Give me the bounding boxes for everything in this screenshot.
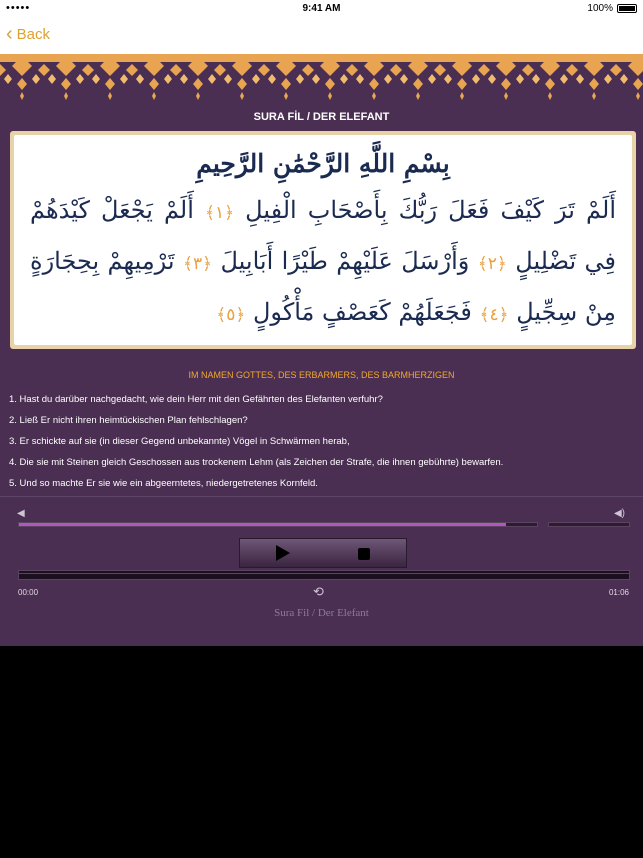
ayah-number-2: ﴿٢﴾	[477, 254, 507, 274]
ayah-number-1: ﴿١﴾	[205, 203, 235, 223]
volume-slider-remainder	[548, 522, 630, 527]
ayah-number-3: ﴿٣﴾	[183, 254, 213, 274]
translation-verse: 2. Ließ Er nicht ihren heimtückischen Plan fehlschlagen?	[9, 415, 248, 426]
volume-low-icon: ◀	[17, 508, 25, 519]
ayah-number-4: ﴿٤﴾	[479, 305, 509, 325]
translation-verse: 5. Und so machte Er sie wie ein abgeerntetes, niedergetretenes Kornfeld.	[9, 478, 318, 489]
volume-slider[interactable]	[18, 522, 538, 527]
volume-slider-fill	[19, 523, 506, 526]
time-total: 01:06	[608, 588, 629, 597]
signal-indicator: •••••	[6, 2, 31, 14]
stop-icon[interactable]	[358, 548, 370, 560]
playback-progress-slider[interactable]	[18, 570, 630, 580]
arabic-text-panel	[14, 135, 632, 345]
track-name: Sura Fil / Der Elefant	[274, 607, 369, 619]
ornament-border	[0, 54, 643, 104]
battery-percent: 100%	[587, 3, 613, 14]
ayah-3: وَأَرْسَلَ عَلَيْهِمْ طَيْرًا أَبَابِيلَ	[220, 247, 470, 275]
translation-list	[9, 389, 634, 494]
sura-title: SURA FİL / DER ELEFANT	[253, 111, 390, 123]
playback-controls	[239, 538, 407, 568]
ayah-1: أَلَمْ تَرَ كَيْفَ فَعَلَ رَبُّكَ بِأَصْحَابِ الْفِيلِ	[245, 196, 616, 224]
time-elapsed: 00:00	[18, 588, 39, 597]
ayat-text	[30, 186, 616, 339]
battery-icon	[617, 4, 637, 13]
repeat-icon[interactable]: ⟲	[313, 584, 324, 599]
arabic-text-frame	[10, 131, 636, 349]
ayah-4: تَرْمِيهِمْ بِحِجَارَةٍ مِنْ سِجِّيلٍ	[30, 247, 616, 326]
ayah-number-5: ﴿٥﴾	[216, 305, 246, 325]
translation-verse: 4. Die sie mit Steinen gleich Geschossen aus trockenem Lehm (als Zeichen der Strafe, die ihnen gebührte) bewarfen.	[9, 457, 504, 468]
back-label: Back	[16, 25, 51, 43]
status-time: 9:41 AM	[302, 3, 341, 14]
nav-bar	[0, 18, 643, 54]
translation-heading: IM NAMEN GOTTES, DES ERBARMERS, DES BARMHERZIGEN	[188, 370, 455, 380]
bismillah: بِسْمِ اللَّهِ الرَّحْمَٰنِ الرَّحِيمِ	[196, 149, 450, 178]
chevron-left-icon: ‹	[6, 23, 13, 45]
volume-high-icon: ◀)	[613, 508, 625, 519]
ayah-2: أَلَمْ يَجْعَلْ كَيْدَهُمْ فِي تَضْلِيلٍ	[30, 196, 616, 275]
back-button[interactable]	[6, 25, 50, 43]
battery-indicator	[587, 3, 637, 14]
status-bar	[0, 0, 643, 18]
ayah-5: فَجَعَلَهُمْ كَعَصْفٍ مَأْكُولٍ	[252, 298, 472, 326]
sura-screen	[0, 54, 643, 646]
player-divider	[0, 496, 643, 497]
translation-verse: 3. Er schickte auf sie (in dieser Gegend unbekannte) Vögel in Schwärmen herab,	[9, 436, 350, 447]
translation-verse: 1. Hast du darüber nachgedacht, wie dein Herr mit den Gefährten des Elefanten verfuhr?	[9, 394, 383, 405]
play-icon[interactable]	[276, 545, 290, 561]
